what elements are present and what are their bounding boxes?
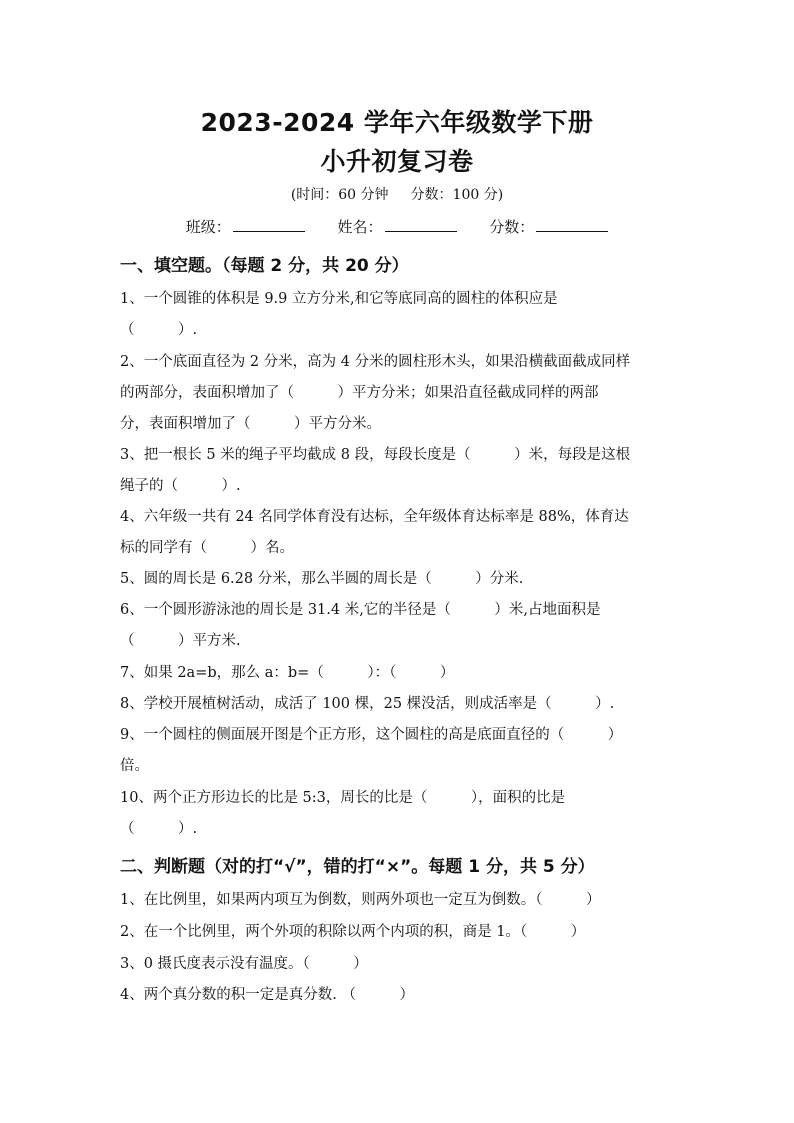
name-label: 姓名： [337,218,383,236]
question-line: 7、如果 2a=b，那么 a：b=（ ）：（ ） [120,665,455,681]
class-blank[interactable] [233,217,305,232]
section-heading-true-false: 二、判断题（对的打“√”，错的打“×”。每题 1 分，共 5 分） [120,857,595,877]
score-label: 分数： [489,218,535,236]
class-label: 班级： [185,218,231,236]
question-line: 分，表面积增加了（ ）平方分米。 [120,416,381,432]
question-line: 4、六年级一共有 24 名同学体育没有达标，全年级体育达标率是 88%，体育达 [120,509,629,525]
class-field [186,216,305,237]
name-field [337,216,456,237]
question-line: 3、把一根长 5 米的绳子平均截成 8 段，每段长度是（ ）米，每段是这根 [120,447,631,463]
page-subtitle: 小升初复习卷 [320,147,474,176]
question-line: 1、在比例里，如果两内项互为倒数，则两外项也一定互为倒数。（ ） [120,892,601,908]
question-line: 10、两个正方形边长的比是 5:3，周长的比是（ ），面积的比是 [120,790,566,806]
student-info-row [0,216,794,237]
question-line: 3、0 摄氏度表示没有温度。（ ） [120,956,368,972]
page-title: 2023-2024 学年六年级数学下册 [200,108,594,137]
score-blank[interactable] [536,217,608,232]
question-line: （ ）. [120,322,198,338]
exam-time: (时间：60 分钟 [290,187,389,203]
question-line: 9、一个圆柱的侧面展开图是个正方形，这个圆柱的高是底面直径的（ ） [120,727,623,743]
question-line: 倍。 [120,758,149,774]
question-line: 2、在一个比例里，两个外项的积除以两个内项的积，商是 1。（ ） [120,924,586,940]
question-line: 的两部分，表面积增加了（ ）平方分米；如果沿直径截成同样的两部 [120,385,599,401]
question-line: 4、两个真分数的积一定是真分数. （ ） [120,987,414,1003]
question-line: 绳子的（ ）. [120,478,241,494]
question-line: 1、一个圆锥的体积是 9.9 立方分米,和它等底同高的圆柱的体积应是 [120,291,558,307]
question-line: （ ）平方米. [120,633,241,649]
score-field [489,216,608,237]
question-line: 6、一个圆形游泳池的周长是 31.4 米,它的半径是（ ）米,占地面积是 [120,602,601,618]
exam-total-score: 分数：100 分) [410,187,504,203]
exam-meta [0,184,794,204]
question-line: 2、一个底面直径为 2 分米，高为 4 分米的圆柱形木头，如果沿横截面截成同样 [120,354,631,370]
question-line: 5、圆的周长是 6.28 分米，那么半圆的周长是（ ）分米. [120,571,524,587]
question-line: 8、学校开展植树活动，成活了 100 棵，25 棵没活，则成活率是（ ）. [120,696,615,712]
name-blank[interactable] [385,217,457,232]
question-line: （ ）. [120,821,198,837]
question-line: 标的同学有（ ）名。 [120,540,294,556]
section-heading-fill-blank: 一、填空题。（每题 2 分，共 20 分） [120,256,409,276]
